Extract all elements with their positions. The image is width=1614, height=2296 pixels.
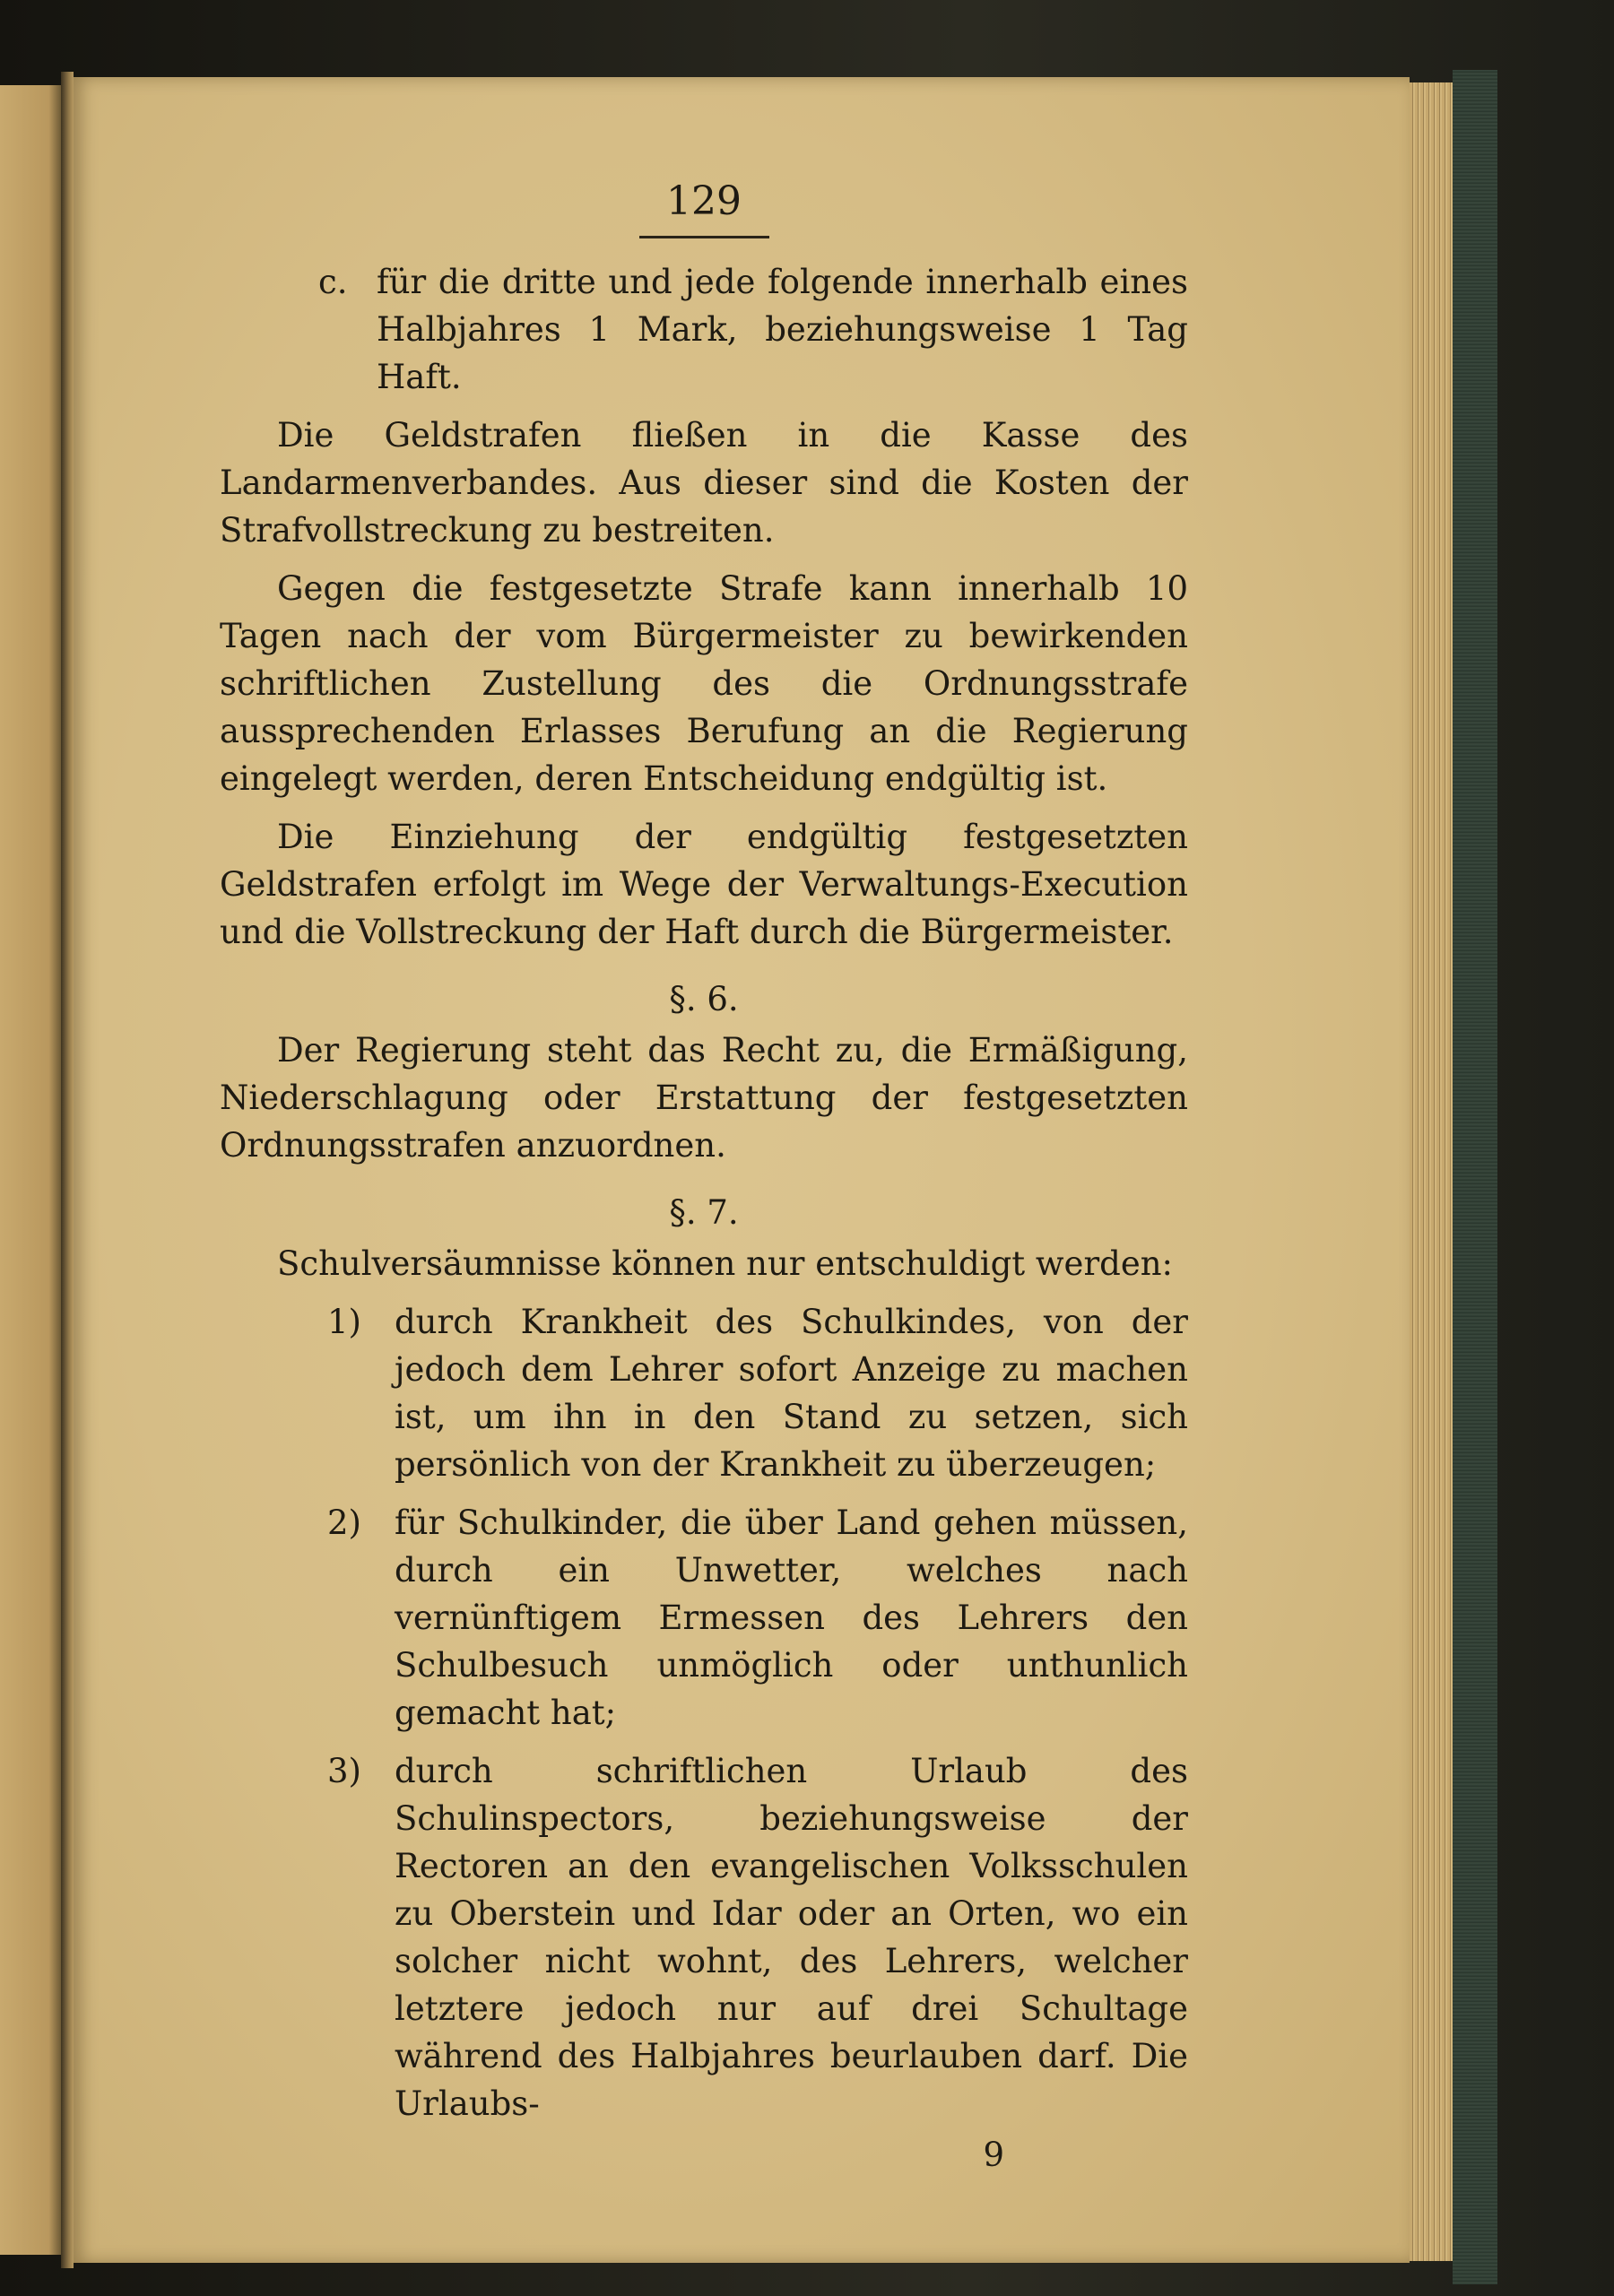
- list-item-text: durch Krankheit des Schulkindes, von der jedoch dem Lehrer sofort Anzeige zu machen ist, um ihn in den Stand zu setzen, sich persönlich von der Krankheit zu überzeugen;: [395, 1303, 1188, 1484]
- list-marker: 1): [327, 1303, 361, 1341]
- paragraph-appeal: Gegen die festgesetzte Strafe kann innerhalb 10 Tagen nach der vom Bürgermeister zu bewirkenden schriftlichen Zustellung des die Ordnungsstrafe aussprechenden Erlasses Berufung an die Regierung eingelegt werden, deren Entscheidung endgültig ist.: [220, 569, 1188, 798]
- section-7-intro: Schulversäumnisse können nur entschuldigt werden:: [277, 1244, 1174, 1283]
- section-6-text: Der Regierung steht das Recht zu, die Ermäßigung, Niederschlagung oder Erstattung der festgesetzten Ordnungsstrafen anzuordnen.: [220, 1031, 1188, 1165]
- list-marker: 2): [327, 1503, 361, 1542]
- paragraph-fines: Die Geldstrafen fließen in die Kasse des Landarmenverbandes. Aus dieser sind die Kosten der Strafvollstreckung zu bestreiten.: [220, 416, 1188, 550]
- list-item-3: [220, 1747, 1188, 2127]
- page-block-edges: [1410, 82, 1453, 2261]
- signature-mark: 9: [983, 2136, 1004, 2174]
- list-item-text: für Schulkinder, die über Land gehen müssen, durch ein Unwetter, welches nach vernünftigem Ermessen des Lehrers den Schulbesuch unmöglich oder unthunlich gemacht hat;: [395, 1503, 1188, 1732]
- list-item-1: [220, 1298, 1188, 1488]
- list-marker: c.: [318, 263, 348, 301]
- page-number: 129: [666, 178, 742, 224]
- text-block: [220, 175, 1188, 2179]
- section-heading-7: §. 7.: [669, 1193, 739, 1232]
- paragraph-collection: Die Einziehung der endgültig festgesetzten Geldstrafen erfolgt im Wege der Verwaltungs-Execution und die Vollstreckung der Haft durch die Bürgermeister.: [220, 818, 1188, 951]
- left-page-edge: [0, 85, 61, 2255]
- list-item-c: [220, 258, 1188, 401]
- list-item-2: [220, 1499, 1188, 1737]
- section-heading-6: §. 6.: [669, 980, 739, 1018]
- list-item-text: für die dritte und jede folgende innerhalb eines Halbjahres 1 Mark, beziehungsweise 1 Tag Haft.: [377, 263, 1188, 396]
- list-marker: 3): [327, 1752, 361, 1790]
- list-item-text: durch schriftlichen Urlaub des Schulinspectors, beziehungsweise der Rectoren an den evangelischen Volksschulen zu Oberstein und Idar oder an Orten, wo ein solcher nicht wohnt, des Lehrers, welcher letztere jedoch nur auf drei Schultage während des Halbjahres beurlauben darf. Die Urlaubs-: [395, 1752, 1188, 2123]
- book-cover-edge: [1453, 70, 1497, 2284]
- header-rule: [639, 236, 769, 238]
- book-gutter: [61, 72, 74, 2268]
